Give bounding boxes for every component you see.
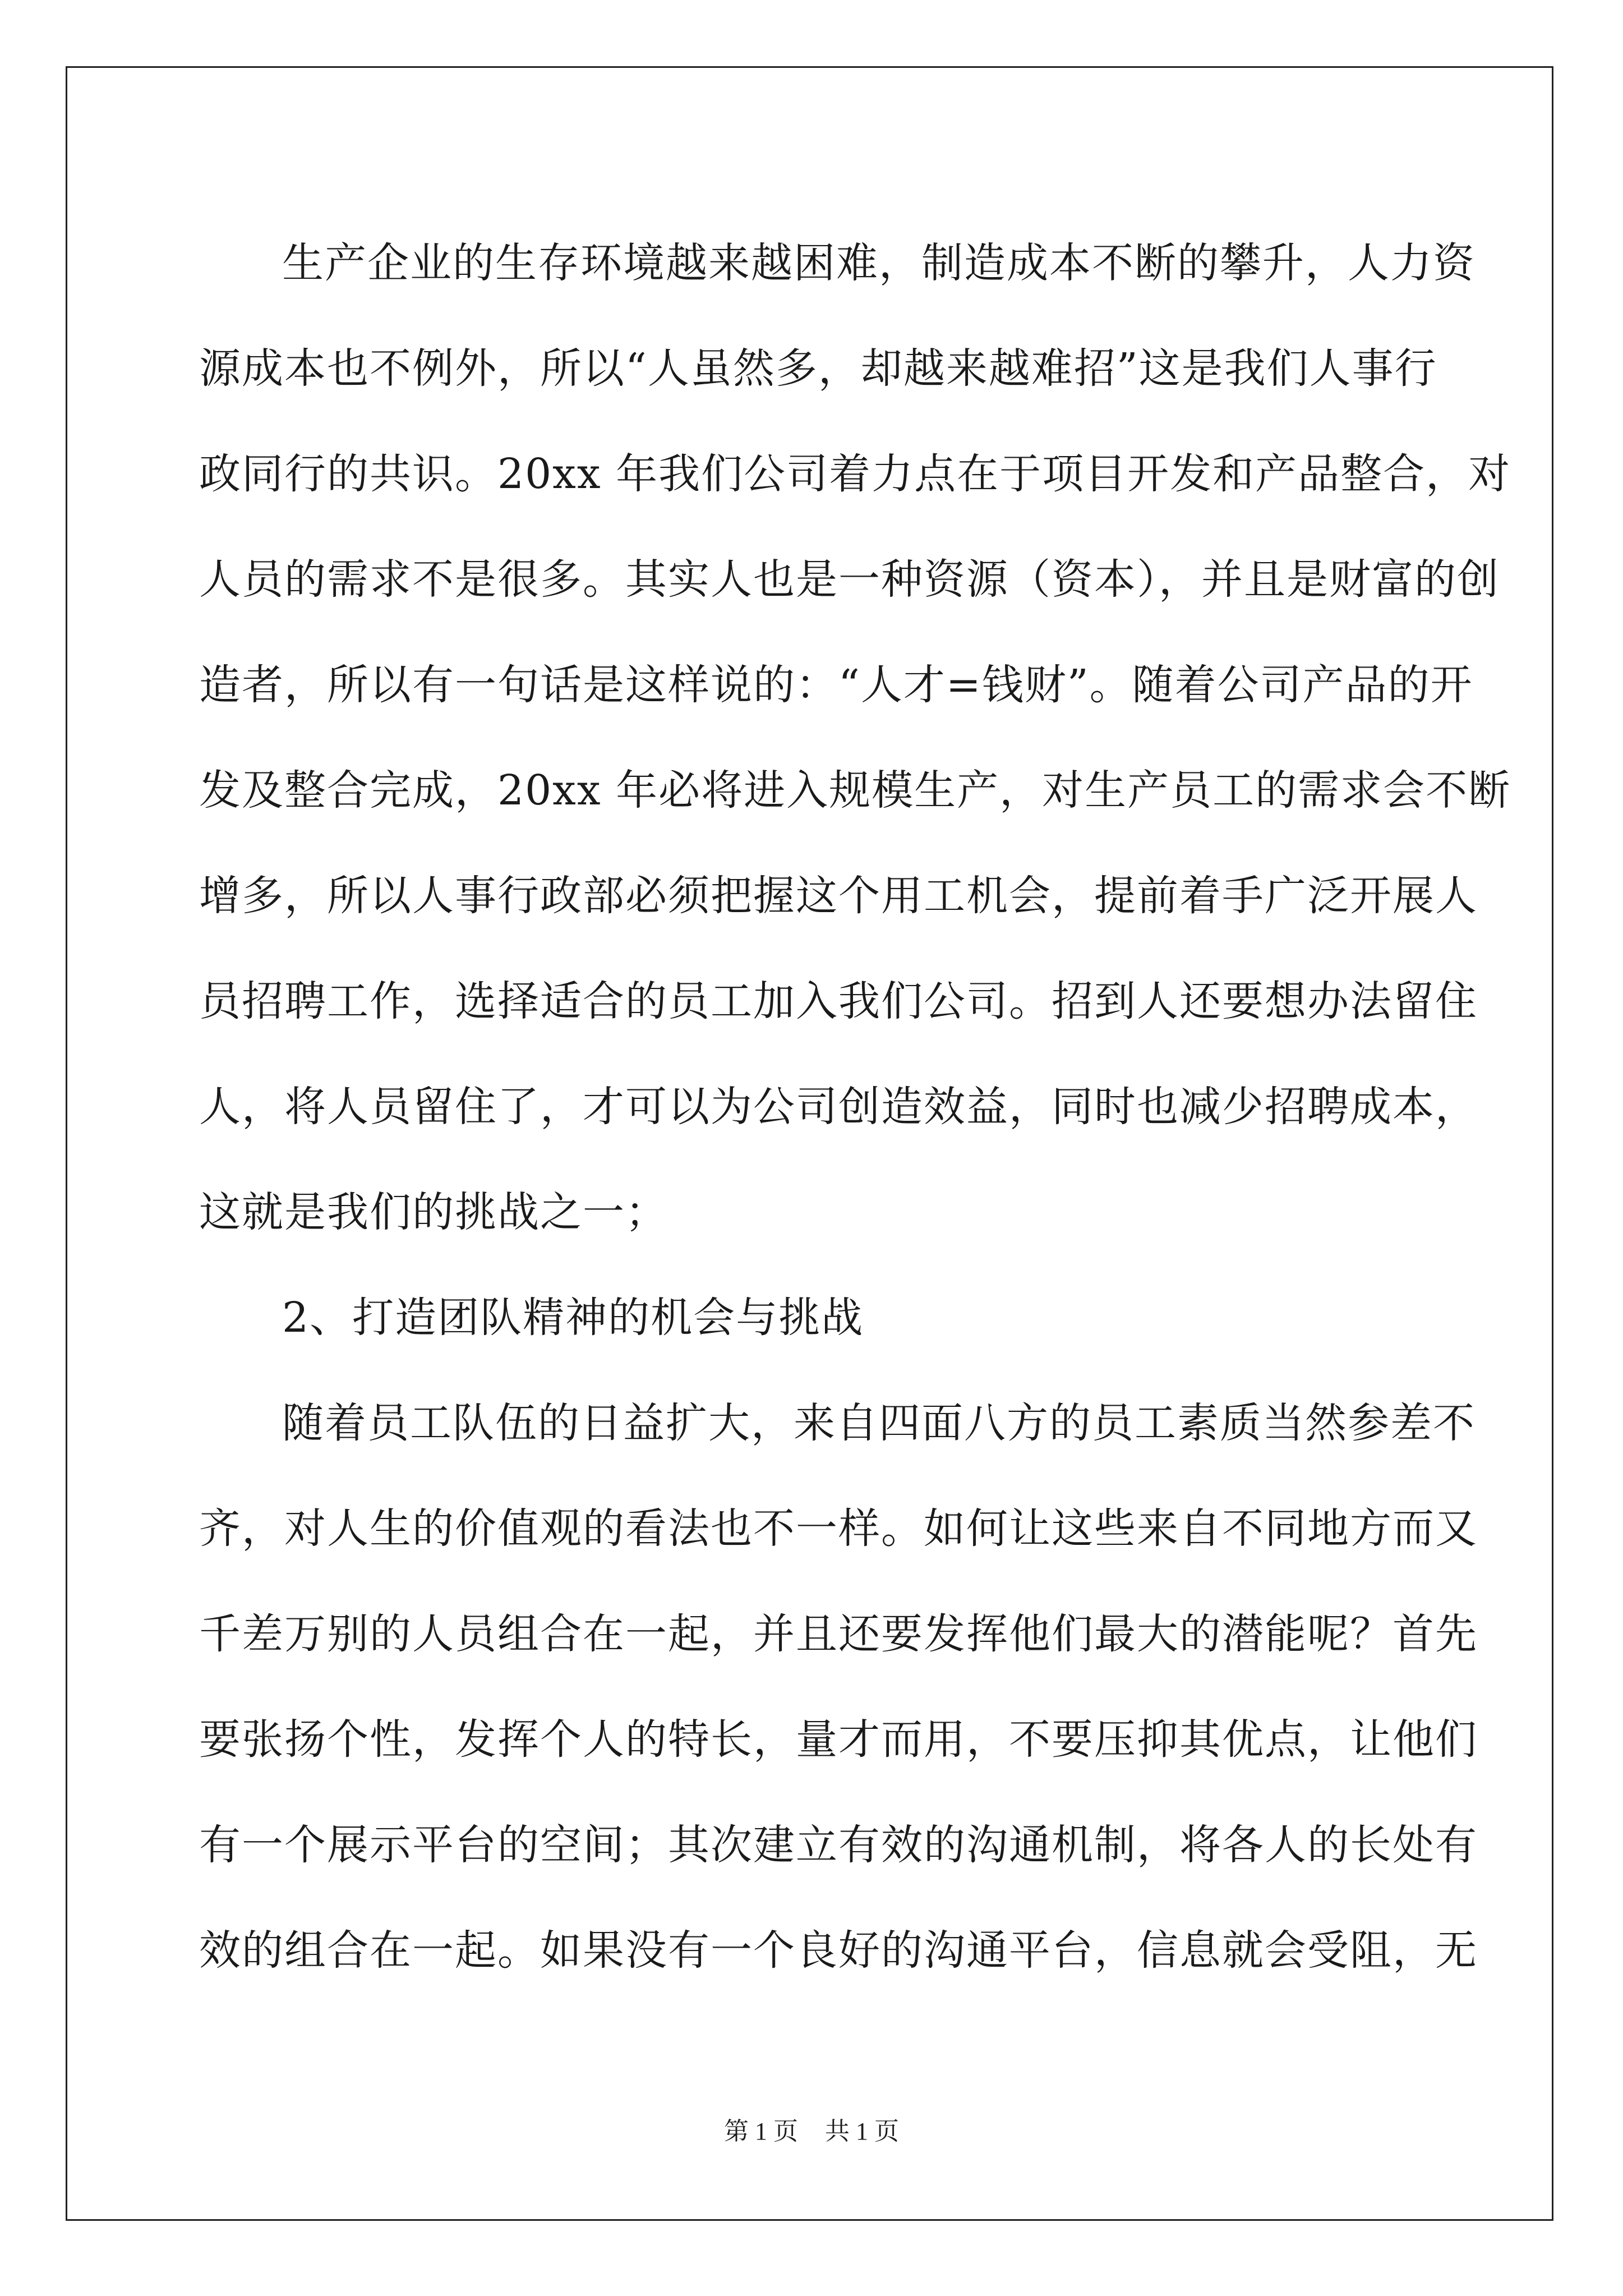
- text-line: 随着员工队伍的日益扩大，来自四面八方的员工素质当然参差不: [282, 1399, 1476, 1447]
- text-line: 生产企业的生存环境越来越困难，制造成本不断的攀升，人力资: [282, 239, 1476, 287]
- page-number: 第 1 页: [724, 2118, 798, 2145]
- text-line: 这就是我们的挑战之一；: [199, 1188, 668, 1236]
- text-line: 齐，对人生的价值观的看法也不一样。如何让这些来自不同地方而又: [199, 1504, 1478, 1553]
- text-line: 千差万别的人员组合在一起，并且还要发挥他们最大的潜能呢？首先: [199, 1610, 1478, 1658]
- text-line: 员招聘工作，选择适合的员工加入我们公司。招到人还要想办法留住: [199, 977, 1478, 1025]
- page-footer: [0, 2115, 1623, 2148]
- text-line: 造者，所以有一句话是这样说的：“人才=钱财”。随着公司产品的开: [199, 661, 1473, 709]
- document-body: [199, 210, 1511, 2003]
- text-line: 增多，所以人事行政部必须把握这个用工机会，提前着手广泛开展人: [199, 872, 1478, 920]
- text-line: 人员的需求不是很多。其实人也是一种资源（资本），并且是财富的创: [199, 555, 1500, 604]
- text-line: 效的组合在一起。如果没有一个良好的沟通平台，信息就会受阻，无: [199, 1926, 1478, 1975]
- text-line: 政同行的共识。20xx 年我们公司着力点在于项目开发和产品整合，对: [199, 450, 1511, 498]
- text-line: 发及整合完成，20xx 年必将进入规模生产，对生产员工的需求会不断: [199, 766, 1511, 815]
- text-line: 人，将人员留住了，才可以为公司创造效益，同时也减少招聘成本，: [199, 1083, 1478, 1131]
- text-line: 要张扬个性，发挥个人的特长，量才而用，不要压抑其优点，让他们: [199, 1715, 1478, 1764]
- text-line: 源成本也不例外，所以“人虽然多，却越来越难招”这是我们人事行: [199, 344, 1437, 393]
- section-heading: 2、打造团队精神的机会与挑战: [282, 1294, 864, 1342]
- page-total: 共 1 页: [825, 2118, 899, 2145]
- text-line: 有一个展示平台的空间；其次建立有效的沟通机制，将各人的长处有: [199, 1821, 1478, 1869]
